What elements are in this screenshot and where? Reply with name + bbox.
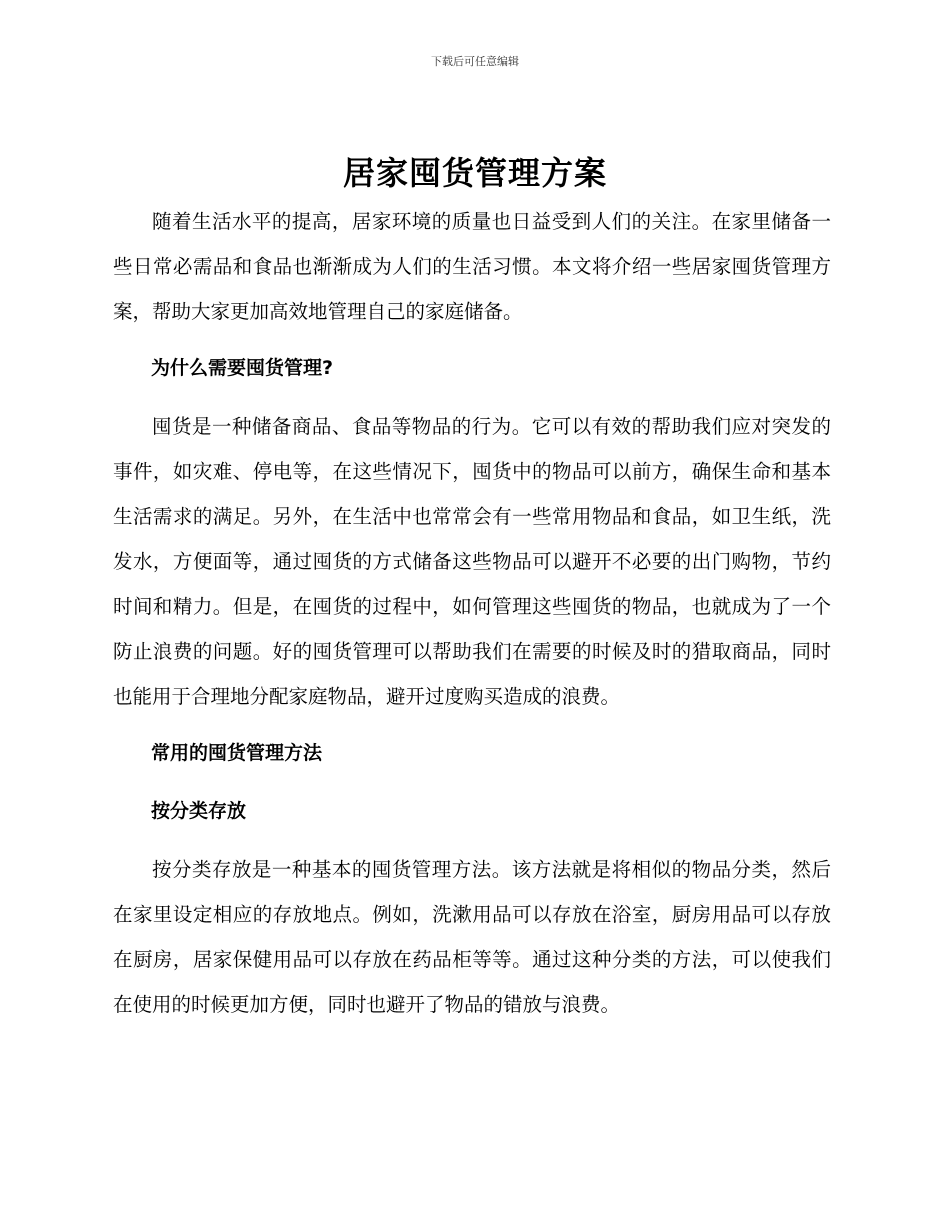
subsection-heading-category: 按分类存放 [151, 800, 247, 822]
page-header-note: 下载后可任意编辑 [431, 55, 519, 68]
why-paragraph: 囤货是一种储备商品、食品等物品的行为。它可以有效的帮助我们应对突发的事件，如灾难、停电等，在这些情况下，囤货中的物品可以前方，确保生命和基本生活需求的满足。另外，在生活中也常常会有一些常用物品和食品，如卫生纸，洗发水，方便面等，通过囤货的方式储备这些物品可以避开不必要的出门购物，节约时间和精力。但是，在囤货的过程中，如何管理这些囤货的物品，也就成为了一个防止浪费的问题。好的囤货管理可以帮助我们在需要的时候及时的猎取商品，同时也能用于合理地分配家庭物品，避开过度购买造成的浪费。 [113, 415, 831, 708]
document-body [113, 199, 831, 1027]
intro-paragraph: 随着生活水平的提高，居家环境的质量也日益受到人们的关注。在家里储备一些日常必需品和食品也渐渐成为人们的生活习惯。本文将介绍一些居家囤货管理方案，帮助大家更加高效地管理自己的家庭储备。 [113, 210, 831, 323]
section-heading-methods: 常用的囤货管理方法 [151, 742, 323, 764]
document-title: 居家囤货管理方案 [342, 154, 607, 192]
category-paragraph: 按分类存放是一种基本的囤货管理方法。该方法就是将相似的物品分类，然后在家里设定相应的存放地点。例如，洗漱用品可以存放在浴室，厨房用品可以存放在厨房，居家保健用品可以存放在药品柜等等。通过这种分类的方法，可以使我们在使用的时候更加方便，同时也避开了物品的错放与浪费。 [113, 858, 831, 1016]
section-heading-why: 为什么需要囤货管理? [151, 357, 334, 379]
